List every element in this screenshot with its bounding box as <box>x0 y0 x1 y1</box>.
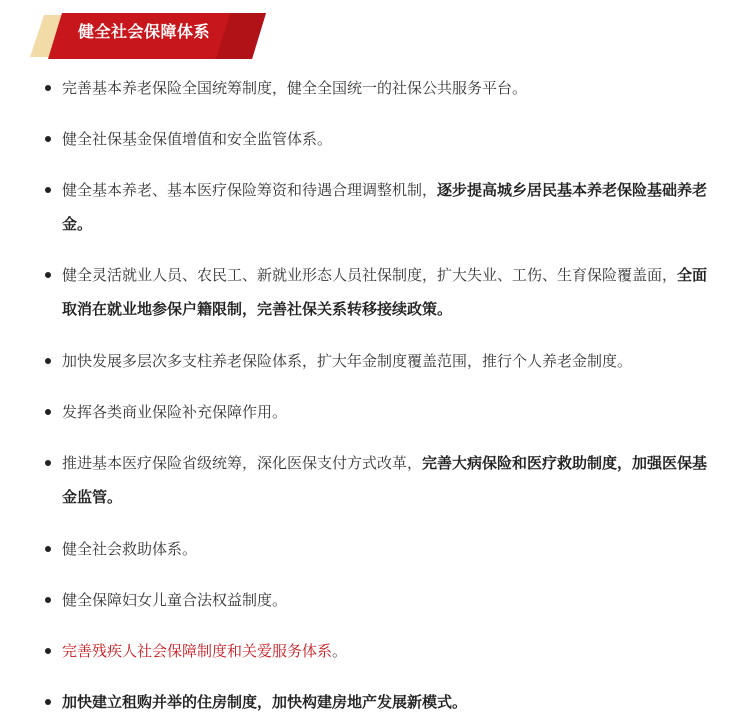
item-text-tail: 。 <box>332 642 348 660</box>
bullet-icon <box>45 358 51 364</box>
list-item <box>62 344 722 378</box>
item-bold-text: 全面取消在就业地参保户籍限制，完善社保关系转移接续政策。 <box>62 266 708 318</box>
item-text: 加快发展多层次多支柱养老保险体系，扩大年金制度覆盖范围，推行个人养老金制度。 <box>62 352 633 370</box>
item-text: 健全社会救助体系。 <box>62 540 198 558</box>
list-item <box>62 122 722 156</box>
item-bold-text: 完善大病保险和医疗救助制度，加强医保基金监管。 <box>62 454 708 506</box>
bullet-icon <box>45 136 51 142</box>
bullet-icon <box>45 546 51 552</box>
item-text: 发挥各类商业保险补充保障作用。 <box>62 403 288 421</box>
list-item <box>62 583 722 617</box>
list-item <box>62 634 722 668</box>
bullet-icon <box>45 597 51 603</box>
list-item <box>62 258 722 326</box>
bullet-icon <box>45 648 51 654</box>
bullet-icon <box>45 409 51 415</box>
list-item <box>62 173 722 241</box>
item-text: 健全社保基金保值增值和安全监管体系。 <box>62 130 333 148</box>
item-text: 健全基本养老、基本医疗保险筹资和待遇合理调整机制， <box>62 181 438 199</box>
bullet-icon <box>45 85 51 91</box>
item-bold-text: 加快建立租购并举的住房制度，加快构建房地产发展新模式。 <box>62 693 468 711</box>
section-title: 健全社会保障体系 <box>78 22 211 41</box>
bullet-icon <box>45 699 51 705</box>
list-item <box>62 532 722 566</box>
item-highlight-text: 完善残疾人社会保障制度和关爱服务体系 <box>62 642 333 660</box>
bullet-icon <box>45 272 51 278</box>
list-item <box>62 685 722 719</box>
item-text: 推进基本医疗保险省级统筹，深化医保支付方式改革， <box>62 454 423 472</box>
bullet-icon <box>45 187 51 193</box>
item-text: 健全保障妇女儿童合法权益制度。 <box>62 591 288 609</box>
item-bold-text: 逐步提高城乡居民基本养老保险基础养老金。 <box>62 181 708 233</box>
list-item <box>62 395 722 429</box>
section-banner <box>30 13 266 59</box>
list-item <box>62 71 722 105</box>
bullet-icon <box>45 460 51 466</box>
item-text: 完善基本养老保险全国统筹制度，健全全国统一的社保公共服务平台。 <box>62 79 528 97</box>
item-text: 健全灵活就业人员、农民工、新就业形态人员社保制度，扩大失业、工伤、生育保险覆盖面， <box>62 266 678 284</box>
list-item <box>62 446 722 514</box>
